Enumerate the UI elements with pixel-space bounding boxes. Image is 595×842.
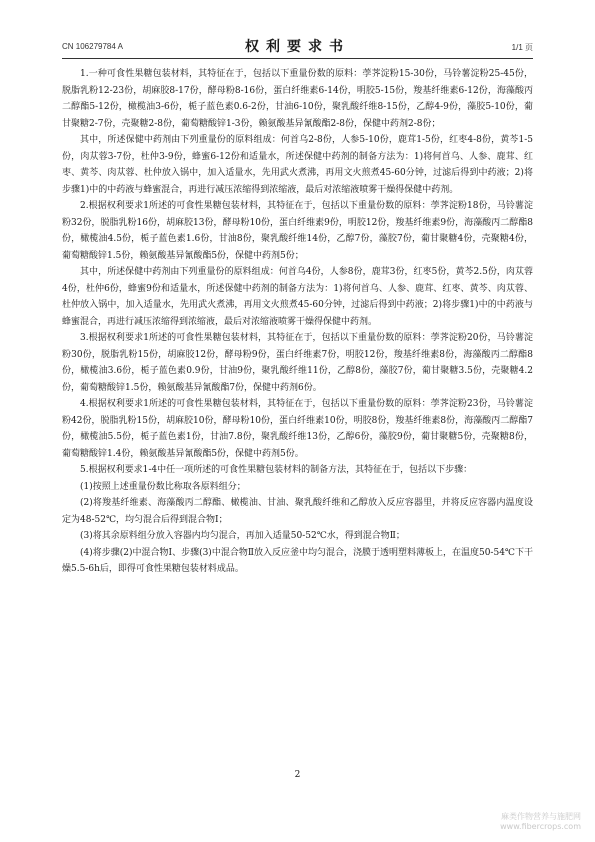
claim-paragraph: 其中，所述保健中药剂由下列重量份的原料组成：何首乌2-8份，人参5-10份，鹿茸1-5份，红枣4-8份，黄芩1-5份，肉苁蓉3-7份，杜仲3-9份，蜂蜜6-12份和适量水，所述保健中药剂的制备方法为：1)将何首乌、人参、鹿茸、红枣、黄芩、肉苁蓉、杜仲放入锅中，加入适量水，先用武火煮沸，再用文火煎煮45-60分钟，过滤后得到中药液；2)将步骤1)中的中药液与蜂蜜混合，再进行减压浓缩得到浓缩液，最后对浓缩液喷雾干燥得保健中药剂。 [62,135,533,195]
claim-paragraph: 其中，所述保健中药剂由下列重量份的原料组成：何首乌4份，人参8份，鹿茸3份，红枣5份，黄芩2.5份，肉苁蓉4份，杜仲6份，蜂蜜9份和适量水，所述保健中药剂的制备方法为：1)将何首乌、人参、鹿茸、红枣、黄芩、肉苁蓉、杜仲放入锅中，加入适量水，先用武火煮沸，再用文火煎煮45-60分钟，过滤后得到中药液；2)将步骤1)中的中药液与蜂蜜混合，再进行减压浓缩得到浓缩液，最后对浓缩液喷雾干燥得保健中药剂。 [62,267,533,327]
site-watermark [500,812,581,832]
claim-step: (3)将其余原料组分放入容器内均匀混合，再加入适量50-52℃水，得到混合物Ⅱ； [80,531,405,541]
claim-step: (2)将羧基纤维素、海藻酸丙二醇酯、橄榄油、甘油、聚乳酸纤维和乙醇放入反应容器里，并将反应容器内温度设定为48-52℃，均匀混合后得到混合物Ⅰ； [62,498,533,525]
page-title: 权利要求书 [245,39,350,55]
claims-body [62,66,533,578]
page-number: 2 [294,770,301,780]
claim-paragraph: 5.根据权利要求1-4中任一项所述的可食性果糖包装材料的制备方法，其特征在于，包括以下步骤： [80,465,473,475]
page-count: 1/1 页 [511,43,533,52]
claim-paragraph: 3.根据权利要求1所述的可食性果糖包装材料，其特征在于，包括以下重量份数的原料：荸荠淀粉20份，马铃薯淀粉30份，脱脂乳粉15份，胡麻胶12份，酵母粉9份，蛋白纤维素7份，明胶12份，羧基纤维素8份，海藻酸丙二醇酯8份，橄榄油3.6份，栀子蓝色素0.9份，甘油9份，聚乳酸纤维11份，乙醇8份，藻胶7份，葡甘聚糖3.5份，壳聚糖4.2份，葡萄糖酸锌1.5份，赖氨酸基异氰酸酯7份，保健中药剂6份。 [62,333,533,393]
watermark-url: www.fibercrops.com [500,822,581,831]
claim-paragraph: 4.根据权利要求1所述的可食性果糖包装材料，其特征在于，包括以下重量份数的原料：荸荠淀粉23份，马铃薯淀粉42份，脱脂乳粉15份，胡麻胶10份，酵母粉10份，蛋白纤维素10份，明胶8份，羧基纤维素8份，海藻酸丙二醇酯7份，橄榄油5.5份，栀子蓝色素1份，甘油7.8份，聚乳酸纤维13份，乙醇6份，藻胶9份，葡甘聚糖5份，壳聚糖8份，葡萄糖酸锌1.4份，赖氨酸基异氰酸酯5份，保健中药剂5份。 [62,399,533,459]
header-rule [62,58,533,59]
publication-number: CN 106279784 A [62,42,123,51]
claim-paragraph: 2.根据权利要求1所述的可食性果糖包装材料，其特征在于，包括以下重量份数的原料：荸荠淀粉18份，马铃薯淀粉32份，脱脂乳粉16份，胡麻胶13份，酵母粉10份，蛋白纤维素9份，明胶12份，羧基纤维素9份，海藻酸丙二醇酯8份，橄榄油4.5份，栀子蓝色素1.6份，甘油8份，聚乳酸纤维14份，乙醇7份，藻胶7份，葡甘聚糖4份，壳聚糖4份，葡萄糖酸锌1.5份，赖氨酸基异氰酸酯5份，保健中药剂5份； [62,201,533,261]
claim-paragraph: 1.一种可食性果糖包装材料，其特征在于，包括以下重量份数的原料：荸荠淀粉15-30份，马铃薯淀粉25-45份，脱脂乳粉12-23份，胡麻胶8-17份，酵母粉8-16份，蛋白纤维素6-14份，明胶5-15份，羧基纤维素6-12份，海藻酸丙二醇酯5-12份，橄榄油3-6份，栀子蓝色素0.6-2份，甘油6-10份，聚乳酸纤维8-15份，乙醇4-9份，藻胶5-10份，葡甘聚糖2-7份，壳聚糖2-8份，葡萄糖酸锌1-3份，赖氨酸基异氰酸酯2-8份，保健中药剂2-8份； [62,69,533,129]
document-header [62,34,533,56]
claim-step: (1)按照上述重量份数比称取各原料组分； [80,481,246,492]
watermark-title: 麻类作物营养与施肥网 [501,812,581,821]
claim-step: (4)将步骤(2)中混合物Ⅰ、步骤(3)中混合物Ⅱ放入反应釜中均匀混合，浇膜于透明塑料薄板上，在温度50-54℃下干燥5.5-6h后，即得可食性果糖包装材料成品。 [62,547,533,574]
